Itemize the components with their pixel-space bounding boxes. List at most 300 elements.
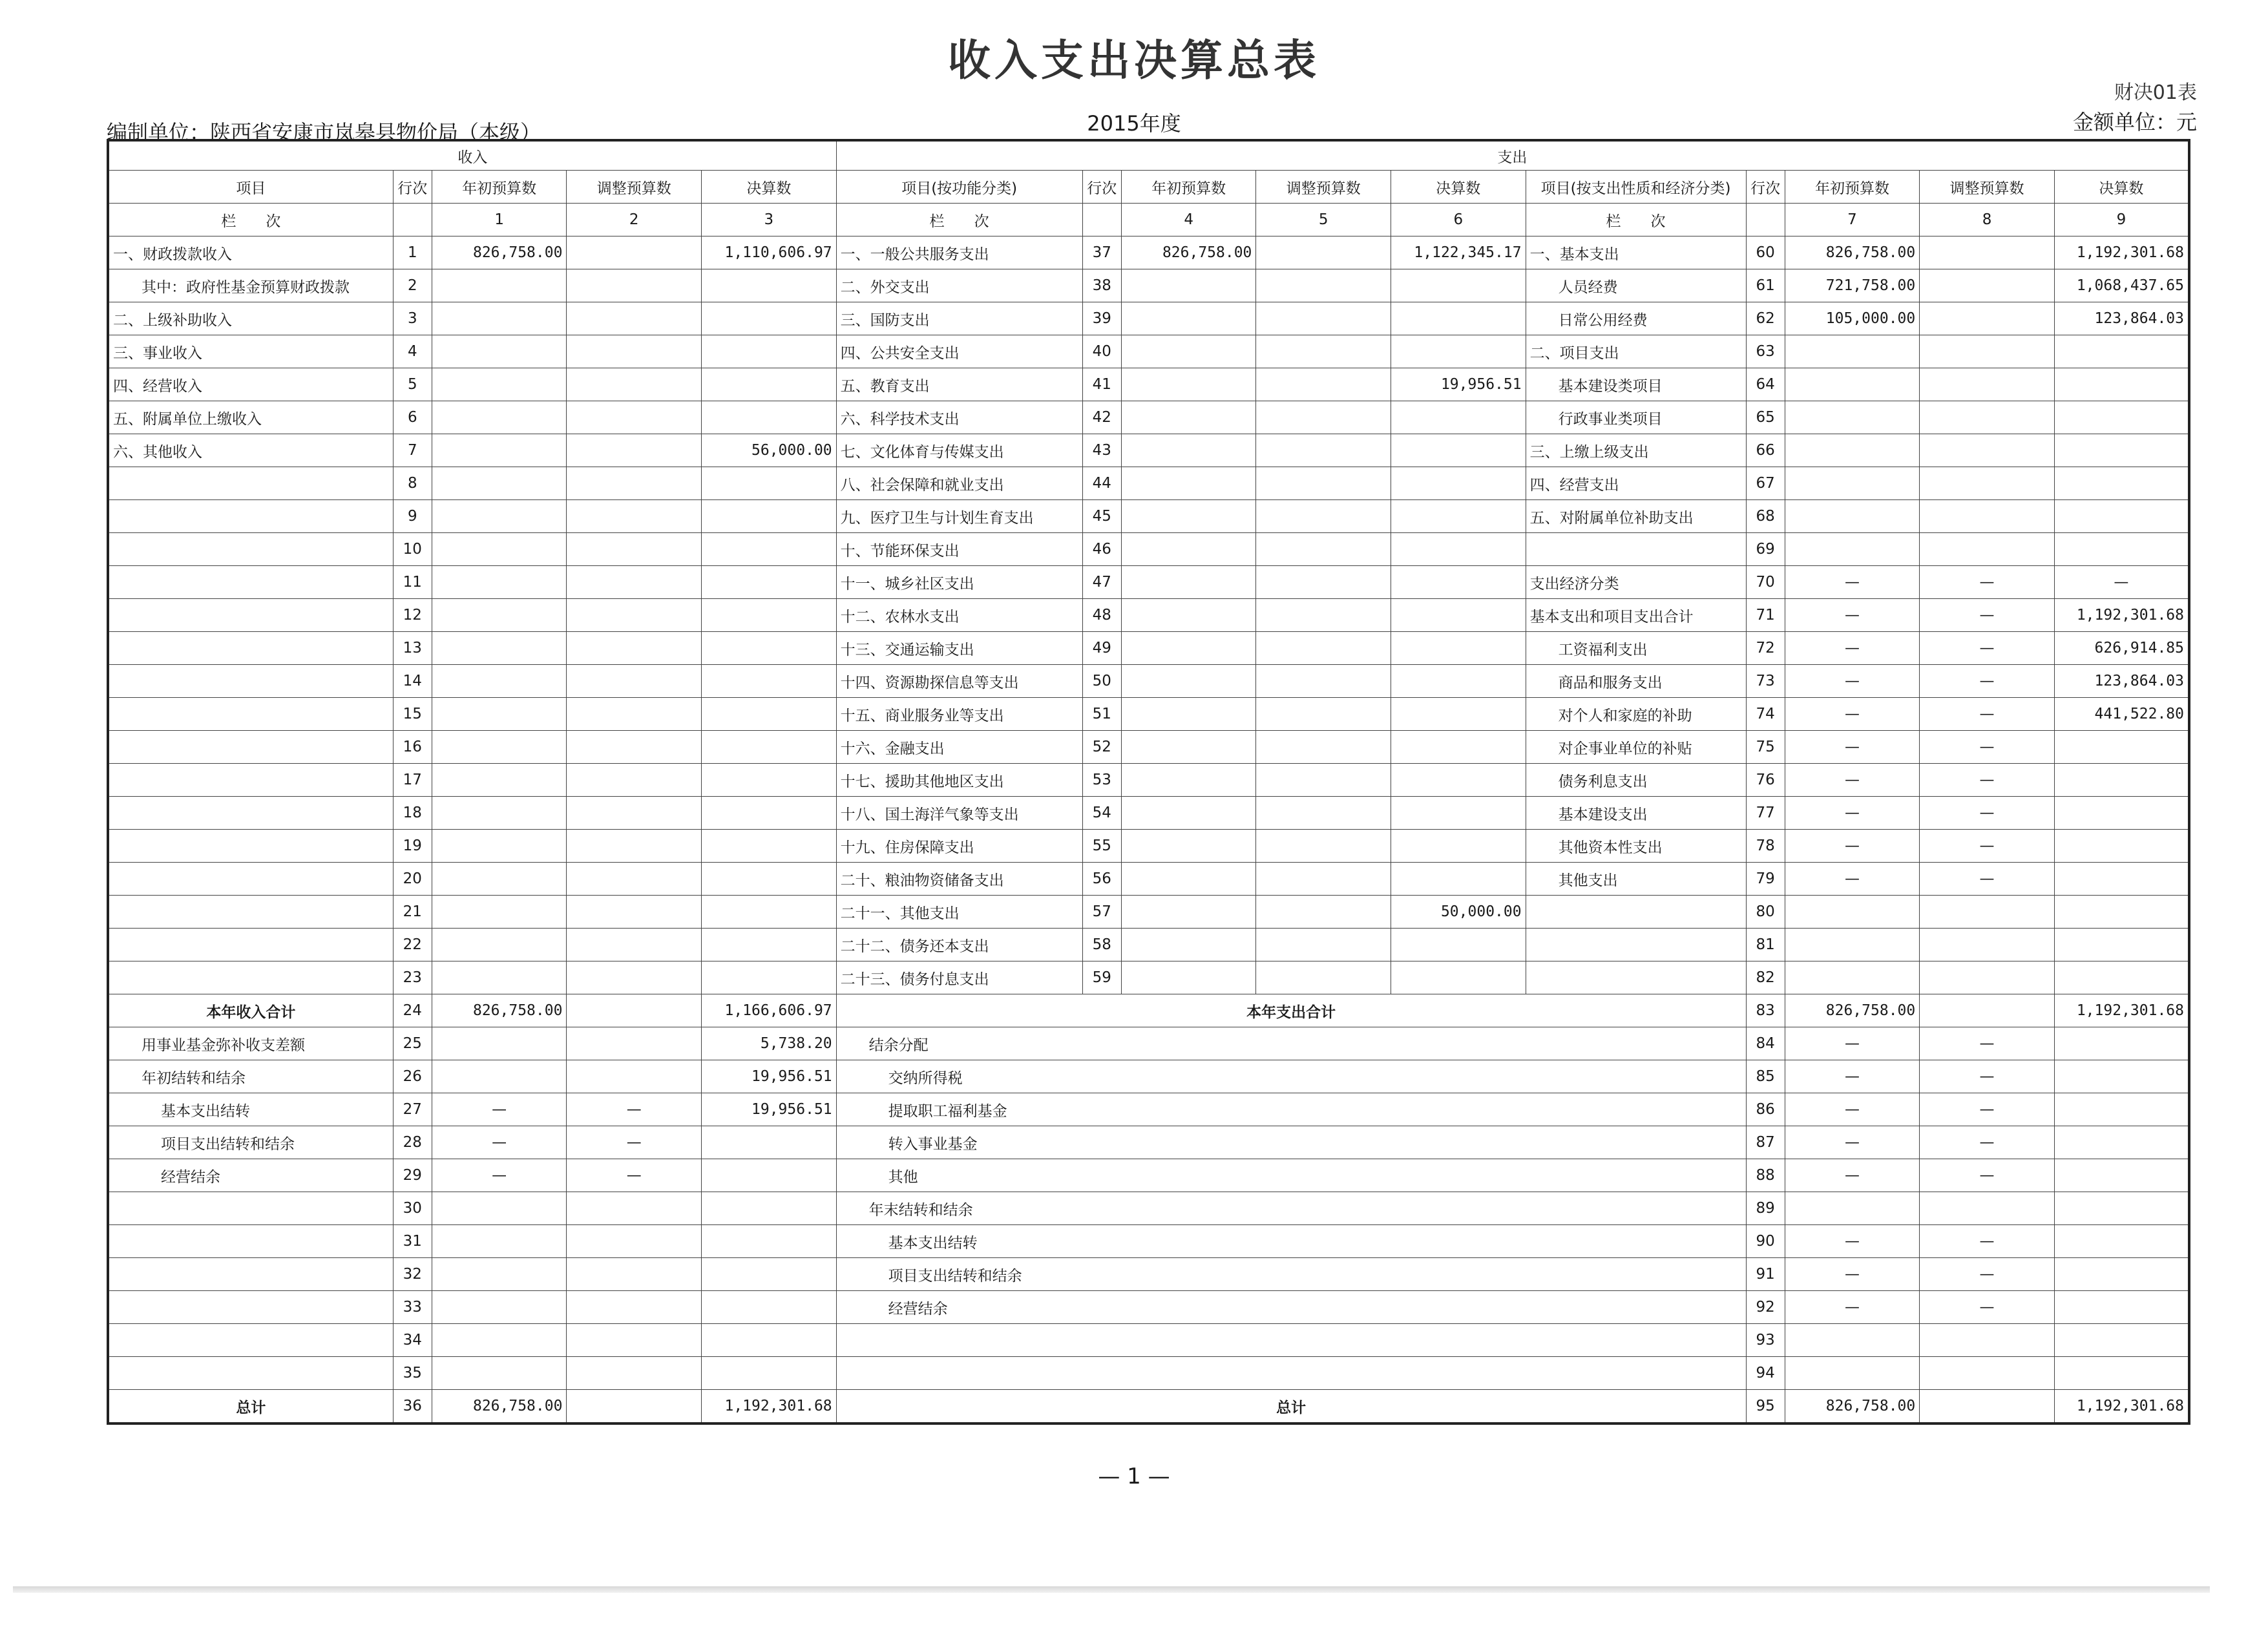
econ-final-value: 123,864.03 <box>2054 302 2189 335</box>
func-final-value <box>1391 434 1526 467</box>
income-row-no: 14 <box>393 665 432 698</box>
header-adjust: 调整预算数 <box>1920 171 2055 204</box>
income-adjust-value <box>567 731 702 764</box>
expense-adjust-value: — <box>1920 1258 2055 1291</box>
econ-row-no: 61 <box>1746 269 1785 302</box>
func-row-no: 56 <box>1082 863 1121 896</box>
econ-adjust-value: — <box>1920 797 2055 830</box>
income-item-label <box>108 665 393 698</box>
column-index: 3 <box>702 204 837 236</box>
func-adjust-value <box>1256 566 1391 599</box>
table-body <box>108 236 2189 994</box>
expense-adjust-value <box>1920 1357 2055 1390</box>
func-row-no: 48 <box>1082 599 1121 632</box>
income-budget-value <box>432 434 567 467</box>
income-row-no: 20 <box>393 863 432 896</box>
table-row <box>108 467 2189 500</box>
econ-row-no: 65 <box>1746 401 1785 434</box>
income-item-label <box>108 863 393 896</box>
table-row <box>108 500 2189 533</box>
expense-summary-label: 其他 <box>836 1159 1746 1192</box>
income-budget-value <box>432 797 567 830</box>
func-adjust-value <box>1256 665 1391 698</box>
income-budget-value <box>432 269 567 302</box>
income-adjust-value <box>567 896 702 929</box>
income-final-value <box>702 1324 837 1357</box>
econ-expense-label: 基本建设类项目 <box>1526 368 1746 401</box>
table-row <box>108 1159 2189 1192</box>
income-final-value <box>702 1357 837 1390</box>
func-budget-value <box>1121 665 1256 698</box>
econ-adjust-value <box>1920 896 2055 929</box>
income-adjust-value <box>567 961 702 994</box>
income-final-value <box>702 500 837 533</box>
econ-adjust-value: — <box>1920 632 2055 665</box>
func-row-no: 54 <box>1082 797 1121 830</box>
func-adjust-value <box>1256 434 1391 467</box>
econ-row-no: 71 <box>1746 599 1785 632</box>
func-final-value <box>1391 467 1526 500</box>
econ-expense-label: 债务利息支出 <box>1526 764 1746 797</box>
func-expense-label: 十七、援助其他地区支出 <box>836 764 1082 797</box>
income-item-label <box>108 467 393 500</box>
econ-final-value <box>2054 830 2189 863</box>
expense-budget-value: — <box>1785 1093 1920 1126</box>
expense-row-no: 88 <box>1746 1159 1785 1192</box>
income-final-value <box>702 632 837 665</box>
table-row <box>108 434 2189 467</box>
column-index: 4 <box>1121 204 1256 236</box>
func-budget-value <box>1121 599 1256 632</box>
func-adjust-value <box>1256 467 1391 500</box>
income-adjust-value <box>567 1225 702 1258</box>
econ-row-no: 76 <box>1746 764 1785 797</box>
income-final-value <box>702 467 837 500</box>
income-item-label <box>108 500 393 533</box>
econ-adjust-value: — <box>1920 830 2055 863</box>
income-budget-value <box>432 1357 567 1390</box>
econ-final-value <box>2054 961 2189 994</box>
expense-budget-value: 826,758.00 <box>1785 1390 1920 1424</box>
income-final-value <box>702 797 837 830</box>
econ-row-no: 64 <box>1746 368 1785 401</box>
expense-row-no: 89 <box>1746 1192 1785 1225</box>
func-expense-label: 九、医疗卫生与计划生育支出 <box>836 500 1082 533</box>
income-row-no: 34 <box>393 1324 432 1357</box>
page-number: — 1 — <box>1098 1464 1170 1489</box>
income-final-value <box>702 599 837 632</box>
func-final-value: 1,122,345.17 <box>1391 236 1526 269</box>
income-budget-value <box>432 896 567 929</box>
income-adjust-value <box>567 500 702 533</box>
income-final-value <box>702 929 837 961</box>
expense-final-value <box>2054 1060 2189 1093</box>
econ-expense-label <box>1526 929 1746 961</box>
income-final-value: 5,738.20 <box>702 1027 837 1060</box>
func-row-no: 46 <box>1082 533 1121 566</box>
income-budget-value <box>432 1291 567 1324</box>
income-budget-value <box>432 467 567 500</box>
econ-budget-value: 826,758.00 <box>1785 236 1920 269</box>
income-adjust-value <box>567 401 702 434</box>
econ-final-value <box>2054 335 2189 368</box>
econ-adjust-value: — <box>1920 599 2055 632</box>
income-row-no: 16 <box>393 731 432 764</box>
econ-expense-label: 工资福利支出 <box>1526 632 1746 665</box>
expense-budget-value: — <box>1785 1159 1920 1192</box>
func-expense-label: 三、国防支出 <box>836 302 1082 335</box>
econ-budget-value: 105,000.00 <box>1785 302 1920 335</box>
func-expense-label: 十二、农林水支出 <box>836 599 1082 632</box>
reporting-unit: 编制单位：陕西省安康市岚皋县物价局（本级） <box>107 120 541 145</box>
income-adjust-value <box>567 994 702 1027</box>
econ-budget-value: — <box>1785 632 1920 665</box>
income-item-label: 三、事业收入 <box>108 335 393 368</box>
income-row-no: 6 <box>393 401 432 434</box>
func-final-value <box>1391 269 1526 302</box>
econ-final-value <box>2054 368 2189 401</box>
table-row <box>108 1324 2189 1357</box>
income-final-value <box>702 368 837 401</box>
income-item-label <box>108 1192 393 1225</box>
expense-row-no: 84 <box>1746 1027 1785 1060</box>
expense-summary-label: 结余分配 <box>836 1027 1746 1060</box>
income-final-value: 1,166,606.97 <box>702 994 837 1027</box>
econ-row-no: 68 <box>1746 500 1785 533</box>
income-item-label: 基本支出结转 <box>108 1093 393 1126</box>
func-expense-label: 二十三、债务付息支出 <box>836 961 1082 994</box>
table-row <box>108 929 2189 961</box>
income-item-label: 本年收入合计 <box>108 994 393 1027</box>
econ-expense-label: 其他支出 <box>1526 863 1746 896</box>
table-row <box>108 698 2189 731</box>
income-row-no: 3 <box>393 302 432 335</box>
expense-budget-value: 826,758.00 <box>1785 994 1920 1027</box>
expense-row-no: 93 <box>1746 1324 1785 1357</box>
econ-budget-value: 721,758.00 <box>1785 269 1920 302</box>
expense-adjust-value <box>1920 994 2055 1027</box>
func-adjust-value <box>1256 269 1391 302</box>
header-row-no: 行次 <box>393 171 432 204</box>
table-row <box>108 961 2189 994</box>
func-row-no: 45 <box>1082 500 1121 533</box>
func-adjust-value <box>1256 500 1391 533</box>
func-budget-value <box>1121 797 1256 830</box>
func-budget-value <box>1121 500 1256 533</box>
func-budget-value <box>1121 896 1256 929</box>
income-item-label: 四、经营收入 <box>108 368 393 401</box>
column-index-label: 栏 次 <box>836 204 1082 236</box>
func-adjust-value <box>1256 764 1391 797</box>
func-budget-value <box>1121 863 1256 896</box>
func-expense-label: 六、科学技术支出 <box>836 401 1082 434</box>
column-index: 8 <box>1920 204 2055 236</box>
func-row-no: 40 <box>1082 335 1121 368</box>
func-expense-label: 十一、城乡社区支出 <box>836 566 1082 599</box>
table-row <box>108 599 2189 632</box>
func-expense-label: 四、公共安全支出 <box>836 335 1082 368</box>
func-row-no: 57 <box>1082 896 1121 929</box>
expense-adjust-value: — <box>1920 1027 2055 1060</box>
expense-row-no: 92 <box>1746 1291 1785 1324</box>
func-final-value <box>1391 632 1526 665</box>
econ-final-value <box>2054 434 2189 467</box>
expense-final-value <box>2054 1291 2189 1324</box>
func-budget-value <box>1121 566 1256 599</box>
income-adjust-value <box>567 1291 702 1324</box>
func-final-value <box>1391 401 1526 434</box>
econ-budget-value <box>1785 961 1920 994</box>
econ-budget-value: — <box>1785 797 1920 830</box>
func-budget-value <box>1121 698 1256 731</box>
income-item-label <box>108 961 393 994</box>
expense-budget-value <box>1785 1192 1920 1225</box>
expense-summary-label: 经营结余 <box>836 1291 1746 1324</box>
income-adjust-value <box>567 368 702 401</box>
table-totals <box>108 994 2189 1424</box>
expense-adjust-value <box>1920 1192 2055 1225</box>
income-item-label <box>108 599 393 632</box>
income-final-value <box>702 764 837 797</box>
econ-budget-value <box>1785 434 1920 467</box>
income-budget-value <box>432 830 567 863</box>
func-budget-value <box>1121 434 1256 467</box>
econ-row-no: 73 <box>1746 665 1785 698</box>
econ-final-value <box>2054 764 2189 797</box>
income-item-label: 五、附属单位上缴收入 <box>108 401 393 434</box>
econ-budget-value <box>1785 533 1920 566</box>
income-adjust-value <box>567 533 702 566</box>
column-index: 2 <box>567 204 702 236</box>
header-budget: 年初预算数 <box>432 171 567 204</box>
income-row-no: 31 <box>393 1225 432 1258</box>
income-adjust-value <box>567 665 702 698</box>
column-index: 6 <box>1391 204 1526 236</box>
func-expense-label: 十三、交通运输支出 <box>836 632 1082 665</box>
income-budget-value <box>432 665 567 698</box>
income-row-no: 2 <box>393 269 432 302</box>
income-budget-value <box>432 533 567 566</box>
econ-row-no: 77 <box>1746 797 1785 830</box>
income-row-no: 9 <box>393 500 432 533</box>
income-item-label: 用事业基金弥补收支差额 <box>108 1027 393 1060</box>
econ-adjust-value <box>1920 401 2055 434</box>
func-budget-value <box>1121 632 1256 665</box>
econ-row-no: 67 <box>1746 467 1785 500</box>
income-final-value <box>702 1159 837 1192</box>
income-row-no: 17 <box>393 764 432 797</box>
func-budget-value <box>1121 961 1256 994</box>
income-final-value <box>702 830 837 863</box>
income-item-label <box>108 830 393 863</box>
income-budget-value <box>432 335 567 368</box>
table-row <box>108 401 2189 434</box>
expense-adjust-value: — <box>1920 1093 2055 1126</box>
income-adjust-value <box>567 632 702 665</box>
func-final-value <box>1391 335 1526 368</box>
func-final-value: 50,000.00 <box>1391 896 1526 929</box>
func-adjust-value <box>1256 302 1391 335</box>
income-final-value <box>702 533 837 566</box>
econ-row-no: 81 <box>1746 929 1785 961</box>
econ-adjust-value <box>1920 368 2055 401</box>
func-budget-value <box>1121 335 1256 368</box>
func-final-value <box>1391 302 1526 335</box>
func-adjust-value <box>1256 599 1391 632</box>
econ-expense-label: 一、基本支出 <box>1526 236 1746 269</box>
column-index-label: 栏 次 <box>108 204 393 236</box>
econ-adjust-value: — <box>1920 698 2055 731</box>
func-budget-value <box>1121 269 1256 302</box>
income-item-label: 六、其他收入 <box>108 434 393 467</box>
func-adjust-value <box>1256 830 1391 863</box>
expense-summary-label <box>836 1324 1746 1357</box>
table-row <box>108 1291 2189 1324</box>
income-row-no: 21 <box>393 896 432 929</box>
func-final-value <box>1391 599 1526 632</box>
func-row-no: 53 <box>1082 764 1121 797</box>
func-budget-value: 826,758.00 <box>1121 236 1256 269</box>
income-row-no: 13 <box>393 632 432 665</box>
expense-row-no: 86 <box>1746 1093 1785 1126</box>
econ-final-value: 441,522.80 <box>2054 698 2189 731</box>
econ-expense-label: 基本建设支出 <box>1526 797 1746 830</box>
expense-final-value: 1,192,301.68 <box>2054 994 2189 1027</box>
amount-unit: 金额单位：元 <box>2072 110 2197 134</box>
func-expense-label: 二十、粮油物资储备支出 <box>836 863 1082 896</box>
income-adjust-value <box>567 236 702 269</box>
income-budget-value: — <box>432 1159 567 1192</box>
expense-final-value: 1,192,301.68 <box>2054 1390 2189 1424</box>
expense-row-no: 83 <box>1746 994 1785 1027</box>
econ-final-value: 1,192,301.68 <box>2054 599 2189 632</box>
income-item-label <box>108 1258 393 1291</box>
income-adjust-value <box>567 1324 702 1357</box>
table-row <box>108 994 2189 1027</box>
func-adjust-value <box>1256 698 1391 731</box>
income-final-value: 19,956.51 <box>702 1093 837 1126</box>
income-final-value <box>702 302 837 335</box>
econ-budget-value: — <box>1785 665 1920 698</box>
income-item-label: 项目支出结转和结余 <box>108 1126 393 1159</box>
econ-final-value <box>2054 731 2189 764</box>
func-adjust-value <box>1256 961 1391 994</box>
econ-final-value: 1,068,437.65 <box>2054 269 2189 302</box>
column-index: 7 <box>1785 204 1920 236</box>
income-item-label <box>108 929 393 961</box>
func-expense-label: 十八、国土海洋气象等支出 <box>836 797 1082 830</box>
econ-expense-label: 对企事业单位的补贴 <box>1526 731 1746 764</box>
income-adjust-value: — <box>567 1159 702 1192</box>
expense-row-no: 94 <box>1746 1357 1785 1390</box>
expense-budget-value: — <box>1785 1027 1920 1060</box>
econ-adjust-value <box>1920 533 2055 566</box>
expense-adjust-value: — <box>1920 1291 2055 1324</box>
func-expense-label: 十六、金融支出 <box>836 731 1082 764</box>
func-adjust-value <box>1256 533 1391 566</box>
income-final-value: 1,110,606.97 <box>702 236 837 269</box>
econ-budget-value <box>1785 368 1920 401</box>
income-final-value <box>702 401 837 434</box>
income-row-no: 7 <box>393 434 432 467</box>
income-adjust-value <box>567 599 702 632</box>
econ-final-value: 1,192,301.68 <box>2054 236 2189 269</box>
econ-row-no: 82 <box>1746 961 1785 994</box>
func-adjust-value <box>1256 335 1391 368</box>
econ-budget-value <box>1785 335 1920 368</box>
income-adjust-value <box>567 467 702 500</box>
column-index: 1 <box>432 204 567 236</box>
income-final-value <box>702 698 837 731</box>
income-item-label <box>108 896 393 929</box>
income-row-no: 29 <box>393 1159 432 1192</box>
func-expense-label: 十、节能环保支出 <box>836 533 1082 566</box>
expense-summary-label: 年末结转和结余 <box>836 1192 1746 1225</box>
econ-budget-value <box>1785 896 1920 929</box>
func-row-no: 41 <box>1082 368 1121 401</box>
income-budget-value <box>432 961 567 994</box>
header-item: 项目 <box>108 171 393 204</box>
header-adjust: 调整预算数 <box>567 171 702 204</box>
func-final-value <box>1391 500 1526 533</box>
func-adjust-value <box>1256 368 1391 401</box>
income-budget-value <box>432 302 567 335</box>
income-final-value: 19,956.51 <box>702 1060 837 1093</box>
expense-final-value <box>2054 1159 2189 1192</box>
income-item-label <box>108 632 393 665</box>
func-expense-label: 二十二、债务还本支出 <box>836 929 1082 961</box>
func-row-no: 49 <box>1082 632 1121 665</box>
expense-adjust-value <box>1920 1390 2055 1424</box>
econ-adjust-value <box>1920 929 2055 961</box>
econ-expense-label: 人员经费 <box>1526 269 1746 302</box>
income-adjust-value <box>567 698 702 731</box>
fiscal-year: 2015年度 <box>1087 111 1181 136</box>
income-row-no: 19 <box>393 830 432 863</box>
income-adjust-value <box>567 302 702 335</box>
income-adjust-value <box>567 929 702 961</box>
econ-row-no: 79 <box>1746 863 1785 896</box>
income-budget-value <box>432 1225 567 1258</box>
income-item-label <box>108 1291 393 1324</box>
econ-budget-value: — <box>1785 863 1920 896</box>
econ-budget-value: — <box>1785 764 1920 797</box>
expense-budget-value: — <box>1785 1258 1920 1291</box>
func-budget-value <box>1121 830 1256 863</box>
econ-expense-label: 其他资本性支出 <box>1526 830 1746 863</box>
income-budget-value <box>432 698 567 731</box>
econ-expense-label <box>1526 961 1746 994</box>
econ-final-value <box>2054 467 2189 500</box>
income-row-no: 8 <box>393 467 432 500</box>
income-budget-value: — <box>432 1093 567 1126</box>
table-row <box>108 335 2189 368</box>
income-budget-value <box>432 764 567 797</box>
income-row-no: 33 <box>393 1291 432 1324</box>
income-budget-value <box>432 1192 567 1225</box>
econ-adjust-value <box>1920 236 2055 269</box>
econ-final-value <box>2054 500 2189 533</box>
expense-summary-label: 基本支出结转 <box>836 1225 1746 1258</box>
func-expense-label: 一、一般公共服务支出 <box>836 236 1082 269</box>
econ-adjust-value <box>1920 302 2055 335</box>
econ-final-value <box>2054 929 2189 961</box>
econ-final-value <box>2054 863 2189 896</box>
func-expense-label: 十四、资源勘探信息等支出 <box>836 665 1082 698</box>
func-row-no: 55 <box>1082 830 1121 863</box>
income-final-value <box>702 863 837 896</box>
income-final-value <box>702 961 837 994</box>
